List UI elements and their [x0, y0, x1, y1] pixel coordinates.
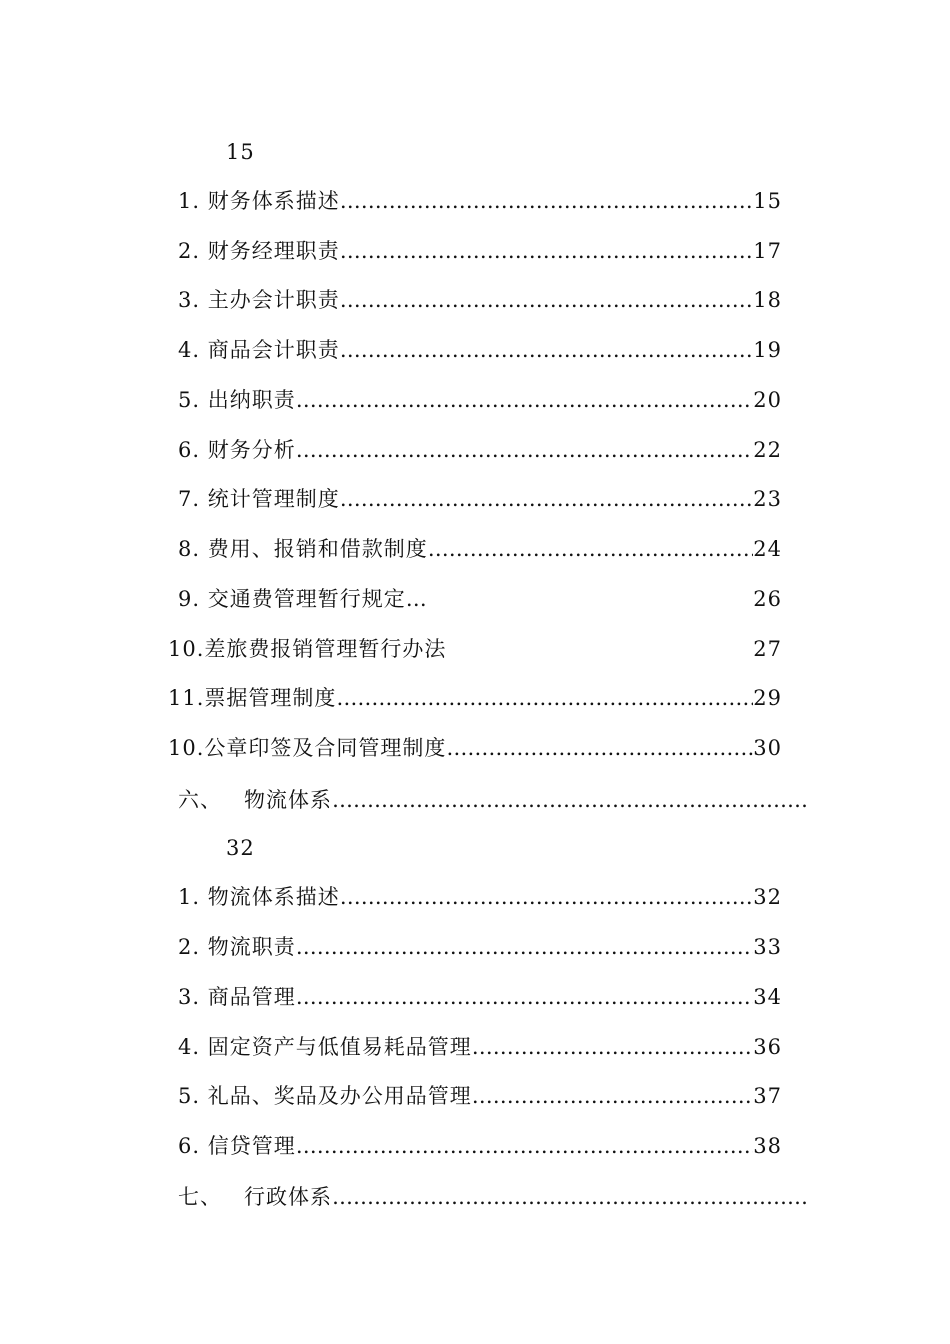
toc-section-heading[interactable]: [178, 785, 806, 815]
dot-leader: [472, 1081, 754, 1111]
toc-entry[interactable]: [178, 285, 782, 315]
toc-entry-label: 6. 财务分析: [178, 438, 296, 462]
dot-leader: [340, 236, 754, 266]
toc-entry-label: 1. 财务体系描述: [178, 189, 340, 213]
toc-entry[interactable]: [168, 733, 782, 763]
toc-entry-page: 37: [753, 1084, 782, 1108]
toc-entry[interactable]: [178, 236, 782, 266]
toc-entry[interactable]: [178, 484, 782, 514]
toc-entry-page: 23: [753, 487, 782, 511]
section-page-number: 32: [226, 836, 255, 860]
toc-entry-page: 30: [753, 736, 782, 760]
dot-leader: [428, 534, 754, 564]
section-number: 七、: [178, 1185, 222, 1209]
toc-entry-page: 36: [753, 1035, 782, 1059]
toc-entry[interactable]: [178, 584, 782, 614]
dot-leader: [296, 932, 754, 962]
toc-entry-page: 32: [753, 885, 782, 909]
section-number: 六、: [178, 788, 222, 812]
toc-entry-label: 2. 财务经理职责: [178, 239, 340, 263]
toc-entry-label: 4. 商品会计职责: [178, 338, 340, 362]
toc-entry-page: 33: [753, 935, 782, 959]
dot-leader: [336, 683, 753, 713]
dot-leader: [332, 1182, 806, 1212]
toc-entry-label: 8. 费用、报销和借款制度: [178, 537, 428, 561]
toc-entry-label: 3. 主办会计职责: [178, 288, 340, 312]
toc-entry-label: 10.差旅费报销管理暂行办法: [168, 637, 447, 661]
toc-entry[interactable]: [178, 385, 782, 415]
toc-entry[interactable]: [178, 435, 782, 465]
dot-leader: [340, 186, 754, 216]
toc-entry-label: 7. 统计管理制度: [178, 487, 340, 511]
toc-entry-page: 15: [753, 189, 782, 213]
toc-entry-page: 26: [753, 587, 782, 611]
dot-leader: [296, 385, 754, 415]
toc-entry-page: 18: [753, 288, 782, 312]
dot-leader: [296, 1131, 754, 1161]
toc-section-heading[interactable]: [178, 1182, 806, 1212]
toc-entry[interactable]: [178, 335, 782, 365]
toc-entry-label: 4. 固定资产与低值易耗品管理: [178, 1035, 472, 1059]
section-title: 物流体系: [244, 788, 332, 812]
continued-page-number: 15: [226, 140, 255, 164]
dot-leader: [472, 1032, 754, 1062]
toc-entry[interactable]: [168, 634, 782, 664]
toc-entry-label: 3. 商品管理: [178, 985, 296, 1009]
toc-entry[interactable]: [168, 683, 782, 713]
toc-entry[interactable]: [178, 1032, 782, 1062]
toc-entry[interactable]: [178, 534, 782, 564]
toc-entry[interactable]: [178, 1081, 782, 1111]
toc-entry-label: 5. 出纳职责: [178, 388, 296, 412]
toc-entry-page: 27: [753, 637, 782, 661]
toc-entry-label: 2. 物流职责: [178, 935, 296, 959]
toc-entry-page: 24: [753, 537, 782, 561]
toc-entry[interactable]: [178, 882, 782, 912]
dot-leader: [340, 335, 754, 365]
toc-entry-page: 17: [753, 239, 782, 263]
toc-entry-page: 34: [753, 985, 782, 1009]
toc-entry-label: 10.公章印签及合同管理制度: [168, 736, 447, 760]
dot-leader: [340, 882, 754, 912]
section-title: 行政体系: [244, 1185, 332, 1209]
toc-entry-page: 29: [753, 686, 782, 710]
toc-entry-label: 6. 信贷管理: [178, 1134, 296, 1158]
toc-entry[interactable]: [178, 186, 782, 216]
toc-entry-label: 1. 物流体系描述: [178, 885, 340, 909]
toc-entry-page: 38: [753, 1134, 782, 1158]
toc-entry[interactable]: [178, 932, 782, 962]
dot-leader: [446, 733, 753, 763]
toc-entry-page: 19: [753, 338, 782, 362]
toc-entry[interactable]: [178, 982, 782, 1012]
toc-entry-label: 11.票据管理制度: [168, 686, 337, 710]
toc-entry-label: 9. 交通费管理暂行规定…: [178, 587, 428, 611]
toc-entry[interactable]: [178, 1131, 782, 1161]
toc-entry-label: 5. 礼品、奖品及办公用品管理: [178, 1084, 472, 1108]
dot-leader: [340, 285, 754, 315]
dot-leader: [296, 435, 754, 465]
toc-entry-page: 20: [753, 388, 782, 412]
dot-leader: [340, 484, 754, 514]
dot-leader: [332, 785, 806, 815]
toc-entry-page: 22: [753, 438, 782, 462]
dot-leader: [296, 982, 754, 1012]
